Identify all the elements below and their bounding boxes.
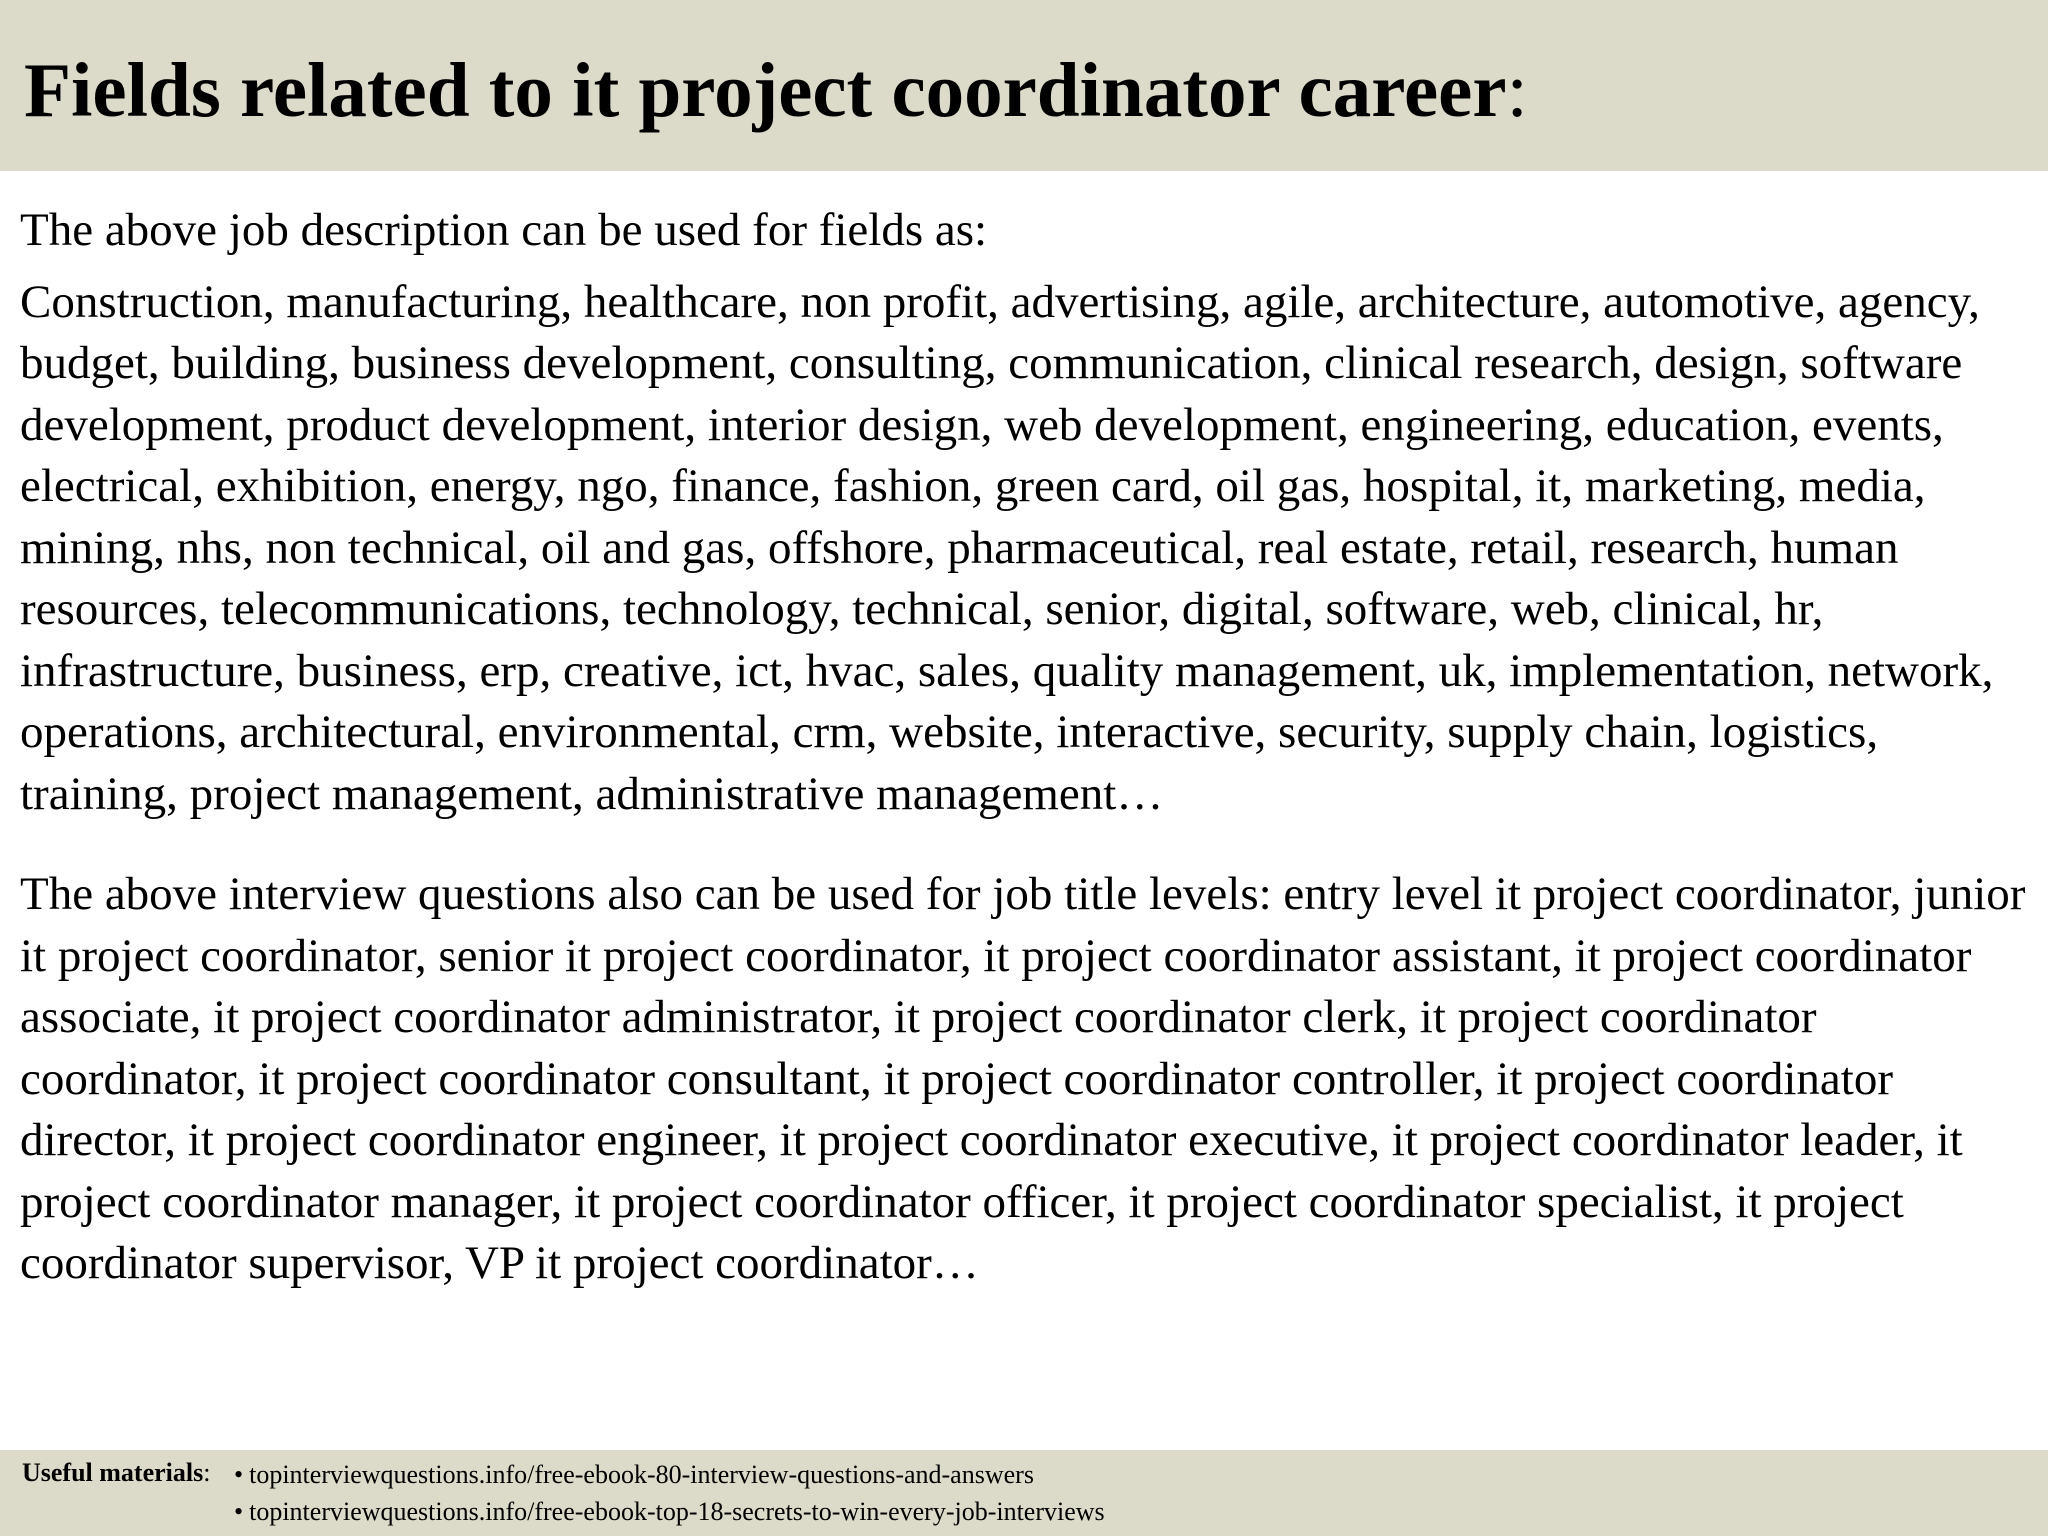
slide-title-colon: : [1506, 47, 1528, 133]
intro-paragraph: The above job description can be used for fields as: [20, 204, 988, 256]
useful-materials-label-text: Useful materials [22, 1458, 204, 1487]
useful-materials-list [234, 1456, 1105, 1530]
list-item [234, 1456, 1105, 1493]
bullet-icon: • [234, 1497, 244, 1526]
slide-body [20, 200, 2030, 1295]
title-bar [0, 0, 2048, 171]
useful-materials-label [22, 1456, 210, 1490]
fields-paragraph: Construction, manufacturing, healthcare, non profit, advertising, agile, architecture, automotive, agency, budget, building, business development, consulting, communication, clinical research, design, software development, product development, interior design, web development, engineering, education, events, electrical, exhibition, energy, ngo, finance, fashion, green card, oil gas, hospital, it, marketing, media, mining, nhs, non technical, oil and gas, offshore, pharmaceutical, real estate, retail, research, human resources, telecommunications, technology, technical, senior, digital, software, web, clinical, hr, infrastructure, business, erp, creative, ict, hvac, sales, quality management, uk, implementation, network, operations, architectural, environmental, crm, website, interactive, security, supply chain, logistics, training, project management, administrative management… [20, 275, 1994, 820]
slide-title [24, 42, 1528, 138]
slide-title-text: Fields related to it project coordinator career [24, 47, 1507, 133]
useful-material-link[interactable]: topinterviewquestions.info/free-ebook-top-18-secrets-to-win-every-job-interviews [249, 1497, 1105, 1526]
useful-materials-footer [0, 1450, 2048, 1536]
job-levels-paragraph: The above interview questions also can be used for job title levels: entry level it project coordinator, junior it project coordinator, senior it project coordinator, it project coordinator assistant, it project coordinator associate, it project coordinator administrator, it project coordinator clerk, it project coordinator coordinator, it project coordinator consultant, it project coordinator controller, it project coordinator director, it project coordinator engineer, it project coordinator executive, it project coordinator leader, it project coordinator manager, it project coordinator officer, it project coordinator specialist, it project coordinator supervisor, VP it project coordinator… [20, 868, 2026, 1289]
list-item [234, 1493, 1105, 1530]
bullet-icon: • [234, 1460, 244, 1489]
useful-materials-label-colon: : [203, 1458, 211, 1487]
useful-material-link[interactable]: topinterviewquestions.info/free-ebook-80-interview-questions-and-answers [249, 1460, 1034, 1489]
